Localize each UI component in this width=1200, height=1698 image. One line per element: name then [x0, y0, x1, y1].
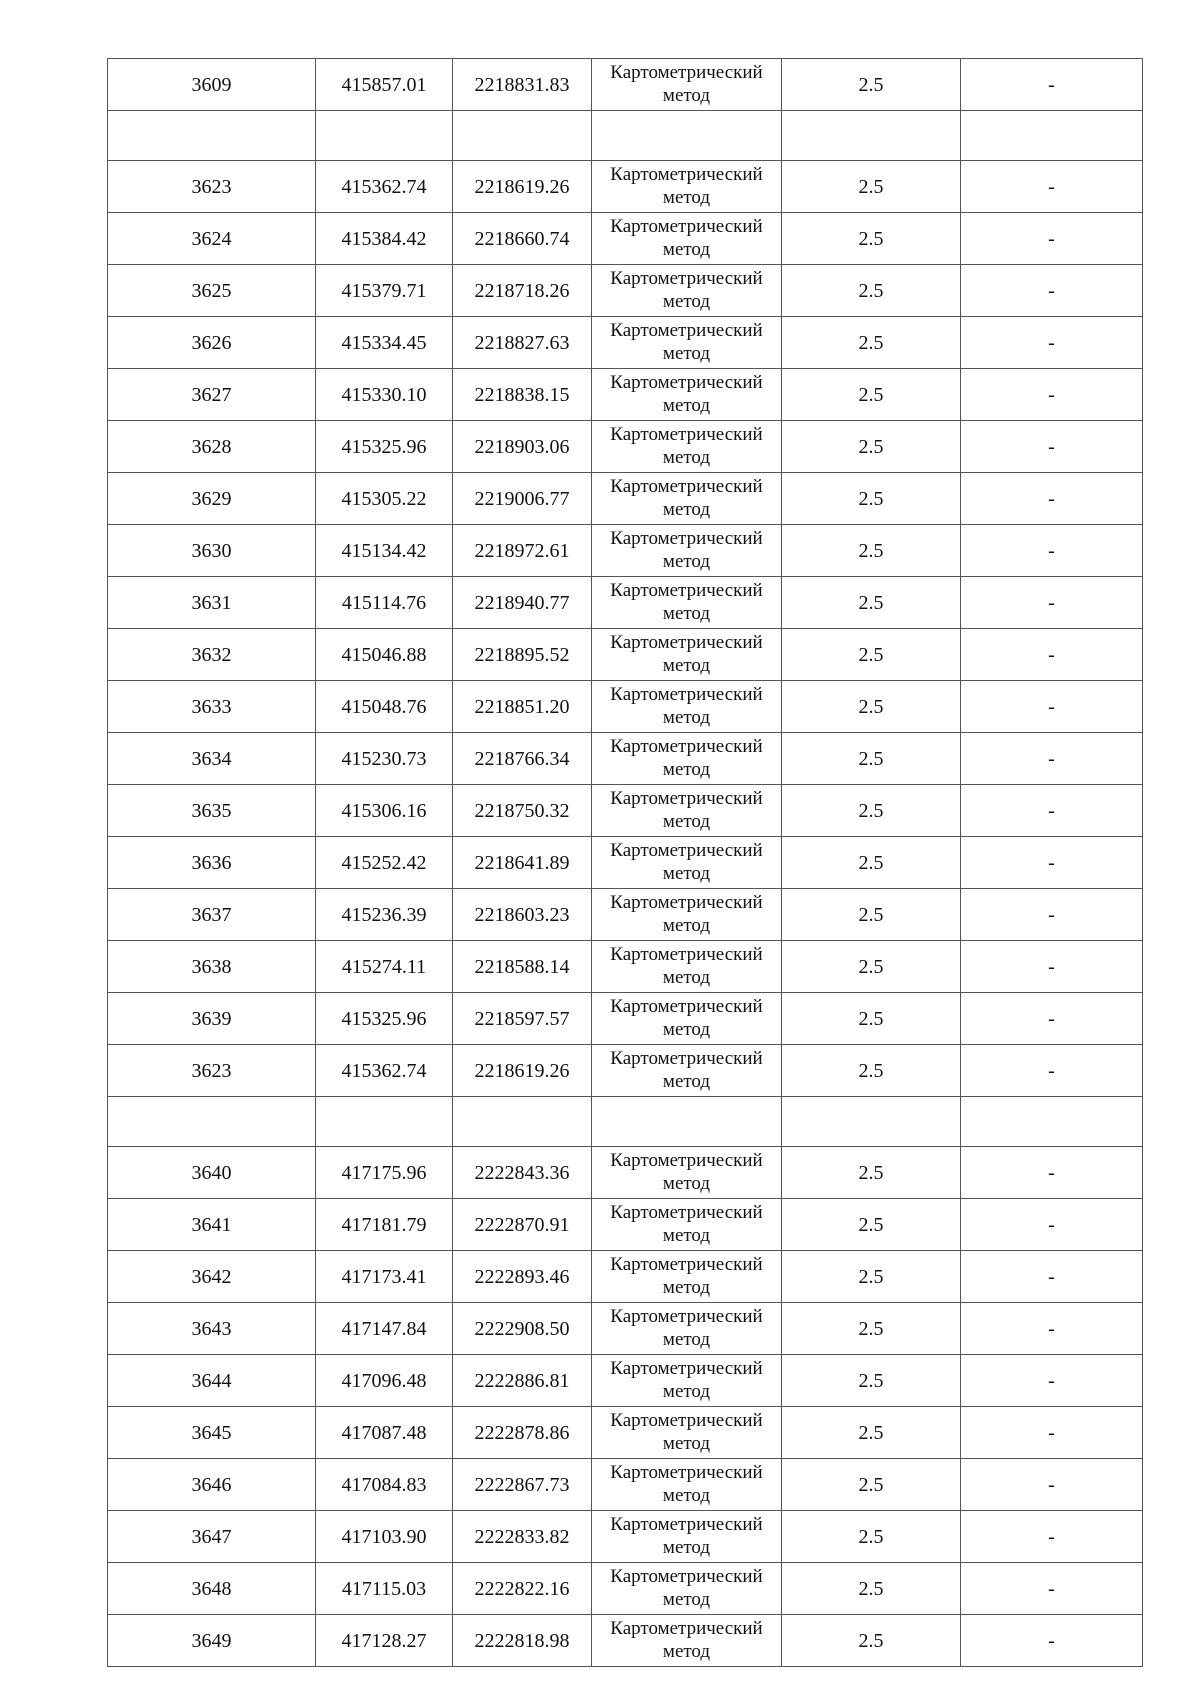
note-cell: -: [961, 733, 1143, 785]
x-coordinate-cell: 417115.03: [316, 1563, 453, 1615]
method-label-line1: Картометрический: [610, 736, 763, 757]
y-coordinate-cell: 2218766.34: [453, 733, 592, 785]
accuracy-cell: 2.5: [782, 577, 961, 629]
table-row: [108, 1199, 1143, 1251]
point-number-cell: 3609: [108, 59, 316, 111]
method-cell: [592, 1459, 782, 1511]
point-number-cell: 3625: [108, 265, 316, 317]
y-coordinate-cell: 2218603.23: [453, 889, 592, 941]
method-label-line2: метод: [662, 187, 711, 208]
coordinates-table-body: [108, 59, 1143, 1667]
x-coordinate-cell: 415857.01: [316, 59, 453, 111]
accuracy-cell: 2.5: [782, 1355, 961, 1407]
empty-cell: [453, 111, 592, 161]
x-coordinate-cell: 415274.11: [316, 941, 453, 993]
note-cell: -: [961, 1615, 1143, 1667]
x-coordinate-cell: 415230.73: [316, 733, 453, 785]
point-number-cell: 3648: [108, 1563, 316, 1615]
method-label-line2: метод: [662, 1277, 711, 1298]
table-row: [108, 1407, 1143, 1459]
y-coordinate-cell: 2219006.77: [453, 473, 592, 525]
method-label-line1: Картометрический: [610, 840, 763, 861]
x-coordinate-cell: 415384.42: [316, 213, 453, 265]
method-label-line2: метод: [662, 1329, 711, 1350]
method-label-line1: Картометрический: [610, 1410, 763, 1431]
x-coordinate-cell: 417096.48: [316, 1355, 453, 1407]
note-cell: -: [961, 1251, 1143, 1303]
x-coordinate-cell: 415362.74: [316, 161, 453, 213]
table-row: [108, 317, 1143, 369]
method-cell: [592, 1045, 782, 1097]
table-row: [108, 785, 1143, 837]
point-number-cell: 3624: [108, 213, 316, 265]
method-cell: [592, 837, 782, 889]
method-cell: [592, 1511, 782, 1563]
note-cell: -: [961, 681, 1143, 733]
accuracy-cell: 2.5: [782, 1407, 961, 1459]
empty-cell: [592, 111, 782, 161]
note-cell: -: [961, 59, 1143, 111]
table-row: [108, 1251, 1143, 1303]
method-cell: [592, 1355, 782, 1407]
point-number-cell: 3645: [108, 1407, 316, 1459]
method-label-line1: Картометрический: [610, 268, 763, 289]
table-row: [108, 161, 1143, 213]
method-label-line1: Картометрический: [610, 424, 763, 445]
y-coordinate-cell: 2218827.63: [453, 317, 592, 369]
method-label-line2: метод: [662, 1589, 711, 1610]
point-number-cell: 3631: [108, 577, 316, 629]
point-number-cell: 3643: [108, 1303, 316, 1355]
method-cell: [592, 161, 782, 213]
table-row: [108, 473, 1143, 525]
note-cell: -: [961, 265, 1143, 317]
point-number-cell: 3623: [108, 161, 316, 213]
method-label-line2: метод: [662, 759, 711, 780]
method-label-line1: Картометрический: [610, 320, 763, 341]
method-label-line1: Картометрический: [610, 1306, 763, 1327]
method-cell: [592, 369, 782, 421]
accuracy-cell: 2.5: [782, 213, 961, 265]
note-cell: -: [961, 629, 1143, 681]
method-cell: [592, 993, 782, 1045]
table-row: [108, 59, 1143, 111]
empty-cell: [316, 111, 453, 161]
method-label-line2: метод: [662, 1381, 711, 1402]
method-label-line1: Картометрический: [610, 1254, 763, 1275]
point-number-cell: 3641: [108, 1199, 316, 1251]
x-coordinate-cell: 415134.42: [316, 525, 453, 577]
note-cell: -: [961, 1199, 1143, 1251]
method-label-line1: Картометрический: [610, 996, 763, 1017]
method-label-line2: метод: [662, 1433, 711, 1454]
accuracy-cell: 2.5: [782, 889, 961, 941]
x-coordinate-cell: 415114.76: [316, 577, 453, 629]
point-number-cell: 3636: [108, 837, 316, 889]
method-label-line1: Картометрический: [610, 684, 763, 705]
method-label-line2: метод: [662, 551, 711, 572]
x-coordinate-cell: 415305.22: [316, 473, 453, 525]
method-cell: [592, 525, 782, 577]
method-label-line2: метод: [662, 603, 711, 624]
note-cell: -: [961, 1407, 1143, 1459]
method-cell: [592, 421, 782, 473]
y-coordinate-cell: 2222822.16: [453, 1563, 592, 1615]
y-coordinate-cell: 2222818.98: [453, 1615, 592, 1667]
method-cell: [592, 733, 782, 785]
method-cell: [592, 577, 782, 629]
note-cell: -: [961, 889, 1143, 941]
method-label-line2: метод: [662, 915, 711, 936]
point-number-cell: 3649: [108, 1615, 316, 1667]
y-coordinate-cell: 2218718.26: [453, 265, 592, 317]
method-label-line2: метод: [662, 863, 711, 884]
method-label-line2: метод: [662, 1173, 711, 1194]
x-coordinate-cell: 415236.39: [316, 889, 453, 941]
method-label-line1: Картометрический: [610, 1618, 763, 1639]
accuracy-cell: 2.5: [782, 1459, 961, 1511]
x-coordinate-cell: 415325.96: [316, 421, 453, 473]
method-cell: [592, 629, 782, 681]
note-cell: -: [961, 941, 1143, 993]
x-coordinate-cell: 417103.90: [316, 1511, 453, 1563]
method-label-line1: Картометрический: [610, 1048, 763, 1069]
accuracy-cell: 2.5: [782, 1511, 961, 1563]
accuracy-cell: 2.5: [782, 421, 961, 473]
note-cell: -: [961, 473, 1143, 525]
point-number-cell: 3628: [108, 421, 316, 473]
y-coordinate-cell: 2222878.86: [453, 1407, 592, 1459]
method-label-line2: метод: [662, 811, 711, 832]
x-coordinate-cell: 415334.45: [316, 317, 453, 369]
accuracy-cell: 2.5: [782, 993, 961, 1045]
empty-cell: [782, 111, 961, 161]
table-row: [108, 941, 1143, 993]
method-cell: [592, 213, 782, 265]
accuracy-cell: 2.5: [782, 941, 961, 993]
y-coordinate-cell: 2222908.50: [453, 1303, 592, 1355]
note-cell: -: [961, 1355, 1143, 1407]
method-cell: [592, 1303, 782, 1355]
point-number-cell: 3630: [108, 525, 316, 577]
method-label-line1: Картометрический: [610, 1150, 763, 1171]
empty-cell: [782, 1097, 961, 1147]
note-cell: -: [961, 837, 1143, 889]
point-number-cell: 3639: [108, 993, 316, 1045]
method-label-line1: Картометрический: [610, 788, 763, 809]
note-cell: -: [961, 577, 1143, 629]
table-row: [108, 1045, 1143, 1097]
x-coordinate-cell: 417175.96: [316, 1147, 453, 1199]
table-row: [108, 1147, 1143, 1199]
x-coordinate-cell: 417128.27: [316, 1615, 453, 1667]
note-cell: -: [961, 369, 1143, 421]
method-cell: [592, 785, 782, 837]
x-coordinate-cell: 417147.84: [316, 1303, 453, 1355]
method-cell: [592, 1407, 782, 1459]
accuracy-cell: 2.5: [782, 629, 961, 681]
method-cell: [592, 1251, 782, 1303]
empty-cell: [592, 1097, 782, 1147]
y-coordinate-cell: 2218903.06: [453, 421, 592, 473]
method-label-line2: метод: [662, 343, 711, 364]
accuracy-cell: 2.5: [782, 525, 961, 577]
point-number-cell: 3637: [108, 889, 316, 941]
table-row: [108, 1355, 1143, 1407]
note-cell: -: [961, 161, 1143, 213]
y-coordinate-cell: 2222870.91: [453, 1199, 592, 1251]
y-coordinate-cell: 2218831.83: [453, 59, 592, 111]
note-cell: -: [961, 421, 1143, 473]
method-cell: [592, 1563, 782, 1615]
method-label-line2: метод: [662, 447, 711, 468]
method-label-line2: метод: [662, 1071, 711, 1092]
table-row: [108, 213, 1143, 265]
y-coordinate-cell: 2218851.20: [453, 681, 592, 733]
accuracy-cell: 2.5: [782, 785, 961, 837]
method-label-line1: Картометрический: [610, 1514, 763, 1535]
point-number-cell: 3632: [108, 629, 316, 681]
x-coordinate-cell: 417181.79: [316, 1199, 453, 1251]
note-cell: -: [961, 317, 1143, 369]
point-number-cell: 3634: [108, 733, 316, 785]
method-label-line2: метод: [662, 1641, 711, 1662]
y-coordinate-cell: 2218895.52: [453, 629, 592, 681]
accuracy-cell: 2.5: [782, 161, 961, 213]
note-cell: -: [961, 1303, 1143, 1355]
method-label-line1: Картометрический: [610, 1566, 763, 1587]
x-coordinate-cell: 415325.96: [316, 993, 453, 1045]
method-label-line2: метод: [662, 85, 711, 106]
point-number-cell: 3640: [108, 1147, 316, 1199]
method-label-line1: Картометрический: [610, 1358, 763, 1379]
accuracy-cell: 2.5: [782, 837, 961, 889]
table-row: [108, 1303, 1143, 1355]
method-label-line2: метод: [662, 707, 711, 728]
table-row: [108, 1511, 1143, 1563]
method-label-line2: метод: [662, 1225, 711, 1246]
method-label-line1: Картометрический: [610, 216, 763, 237]
method-cell: [592, 317, 782, 369]
table-row: [108, 421, 1143, 473]
x-coordinate-cell: 417084.83: [316, 1459, 453, 1511]
x-coordinate-cell: 417087.48: [316, 1407, 453, 1459]
note-cell: -: [961, 1563, 1143, 1615]
y-coordinate-cell: 2218619.26: [453, 1045, 592, 1097]
method-label-line1: Картометрический: [610, 1462, 763, 1483]
method-cell: [592, 1615, 782, 1667]
y-coordinate-cell: 2218838.15: [453, 369, 592, 421]
method-label-line1: Картометрический: [610, 892, 763, 913]
y-coordinate-cell: 2218660.74: [453, 213, 592, 265]
empty-cell: [316, 1097, 453, 1147]
table-row: [108, 265, 1143, 317]
note-cell: -: [961, 213, 1143, 265]
method-label-line2: метод: [662, 655, 711, 676]
point-number-cell: 3642: [108, 1251, 316, 1303]
accuracy-cell: 2.5: [782, 1251, 961, 1303]
table-row: [108, 525, 1143, 577]
note-cell: -: [961, 1459, 1143, 1511]
method-label-line1: Картометрический: [610, 372, 763, 393]
table-row: [108, 629, 1143, 681]
empty-cell: [108, 1097, 316, 1147]
method-cell: [592, 889, 782, 941]
method-cell: [592, 473, 782, 525]
method-label-line2: метод: [662, 1485, 711, 1506]
method-cell: [592, 1147, 782, 1199]
accuracy-cell: 2.5: [782, 1615, 961, 1667]
method-label-line2: метод: [662, 239, 711, 260]
table-row: [108, 889, 1143, 941]
table-row: [108, 1459, 1143, 1511]
table-row: [108, 577, 1143, 629]
accuracy-cell: 2.5: [782, 59, 961, 111]
method-label-line2: метод: [662, 499, 711, 520]
y-coordinate-cell: 2218588.14: [453, 941, 592, 993]
accuracy-cell: 2.5: [782, 369, 961, 421]
y-coordinate-cell: 2222867.73: [453, 1459, 592, 1511]
note-cell: -: [961, 1045, 1143, 1097]
note-cell: -: [961, 1511, 1143, 1563]
empty-cell: [108, 111, 316, 161]
point-number-cell: 3635: [108, 785, 316, 837]
accuracy-cell: 2.5: [782, 1563, 961, 1615]
y-coordinate-cell: 2218597.57: [453, 993, 592, 1045]
x-coordinate-cell: 415306.16: [316, 785, 453, 837]
empty-cell: [961, 1097, 1143, 1147]
y-coordinate-cell: 2222886.81: [453, 1355, 592, 1407]
method-label-line2: метод: [662, 1019, 711, 1040]
method-label-line1: Картометрический: [610, 632, 763, 653]
point-number-cell: 3627: [108, 369, 316, 421]
method-label-line2: метод: [662, 291, 711, 312]
y-coordinate-cell: 2218750.32: [453, 785, 592, 837]
method-cell: [592, 1199, 782, 1251]
note-cell: -: [961, 525, 1143, 577]
x-coordinate-cell: 415362.74: [316, 1045, 453, 1097]
note-cell: -: [961, 993, 1143, 1045]
y-coordinate-cell: 2218641.89: [453, 837, 592, 889]
method-cell: [592, 59, 782, 111]
empty-cell: [453, 1097, 592, 1147]
method-cell: [592, 265, 782, 317]
point-number-cell: 3644: [108, 1355, 316, 1407]
accuracy-cell: 2.5: [782, 1147, 961, 1199]
accuracy-cell: 2.5: [782, 317, 961, 369]
x-coordinate-cell: 415046.88: [316, 629, 453, 681]
table-row: [108, 681, 1143, 733]
point-number-cell: 3638: [108, 941, 316, 993]
point-number-cell: 3629: [108, 473, 316, 525]
point-number-cell: 3633: [108, 681, 316, 733]
method-label-line1: Картометрический: [610, 62, 763, 83]
x-coordinate-cell: 415330.10: [316, 369, 453, 421]
empty-cell: [961, 111, 1143, 161]
table-row: [108, 1615, 1143, 1667]
method-label-line1: Картометрический: [610, 944, 763, 965]
empty-separator-row: [108, 111, 1143, 161]
method-label-line1: Картометрический: [610, 580, 763, 601]
note-cell: -: [961, 785, 1143, 837]
method-label-line2: метод: [662, 967, 711, 988]
point-number-cell: 3623: [108, 1045, 316, 1097]
method-label-line1: Картометрический: [610, 476, 763, 497]
accuracy-cell: 2.5: [782, 1303, 961, 1355]
point-number-cell: 3626: [108, 317, 316, 369]
method-label-line2: метод: [662, 1537, 711, 1558]
table-row: [108, 733, 1143, 785]
x-coordinate-cell: 415048.76: [316, 681, 453, 733]
table-row: [108, 1563, 1143, 1615]
y-coordinate-cell: 2222833.82: [453, 1511, 592, 1563]
y-coordinate-cell: 2218940.77: [453, 577, 592, 629]
coordinates-table: [107, 58, 1143, 1667]
point-number-cell: 3647: [108, 1511, 316, 1563]
method-cell: [592, 681, 782, 733]
accuracy-cell: 2.5: [782, 681, 961, 733]
method-label-line1: Картометрический: [610, 1202, 763, 1223]
y-coordinate-cell: 2222843.36: [453, 1147, 592, 1199]
y-coordinate-cell: 2218619.26: [453, 161, 592, 213]
method-label-line1: Картометрический: [610, 164, 763, 185]
point-number-cell: 3646: [108, 1459, 316, 1511]
y-coordinate-cell: 2218972.61: [453, 525, 592, 577]
table-row: [108, 837, 1143, 889]
method-label-line1: Картометрический: [610, 528, 763, 549]
table-row: [108, 369, 1143, 421]
empty-separator-row: [108, 1097, 1143, 1147]
accuracy-cell: 2.5: [782, 265, 961, 317]
method-label-line2: метод: [662, 395, 711, 416]
accuracy-cell: 2.5: [782, 1045, 961, 1097]
x-coordinate-cell: 417173.41: [316, 1251, 453, 1303]
table-row: [108, 993, 1143, 1045]
accuracy-cell: 2.5: [782, 733, 961, 785]
note-cell: -: [961, 1147, 1143, 1199]
accuracy-cell: 2.5: [782, 473, 961, 525]
accuracy-cell: 2.5: [782, 1199, 961, 1251]
method-cell: [592, 941, 782, 993]
y-coordinate-cell: 2222893.46: [453, 1251, 592, 1303]
x-coordinate-cell: 415379.71: [316, 265, 453, 317]
x-coordinate-cell: 415252.42: [316, 837, 453, 889]
